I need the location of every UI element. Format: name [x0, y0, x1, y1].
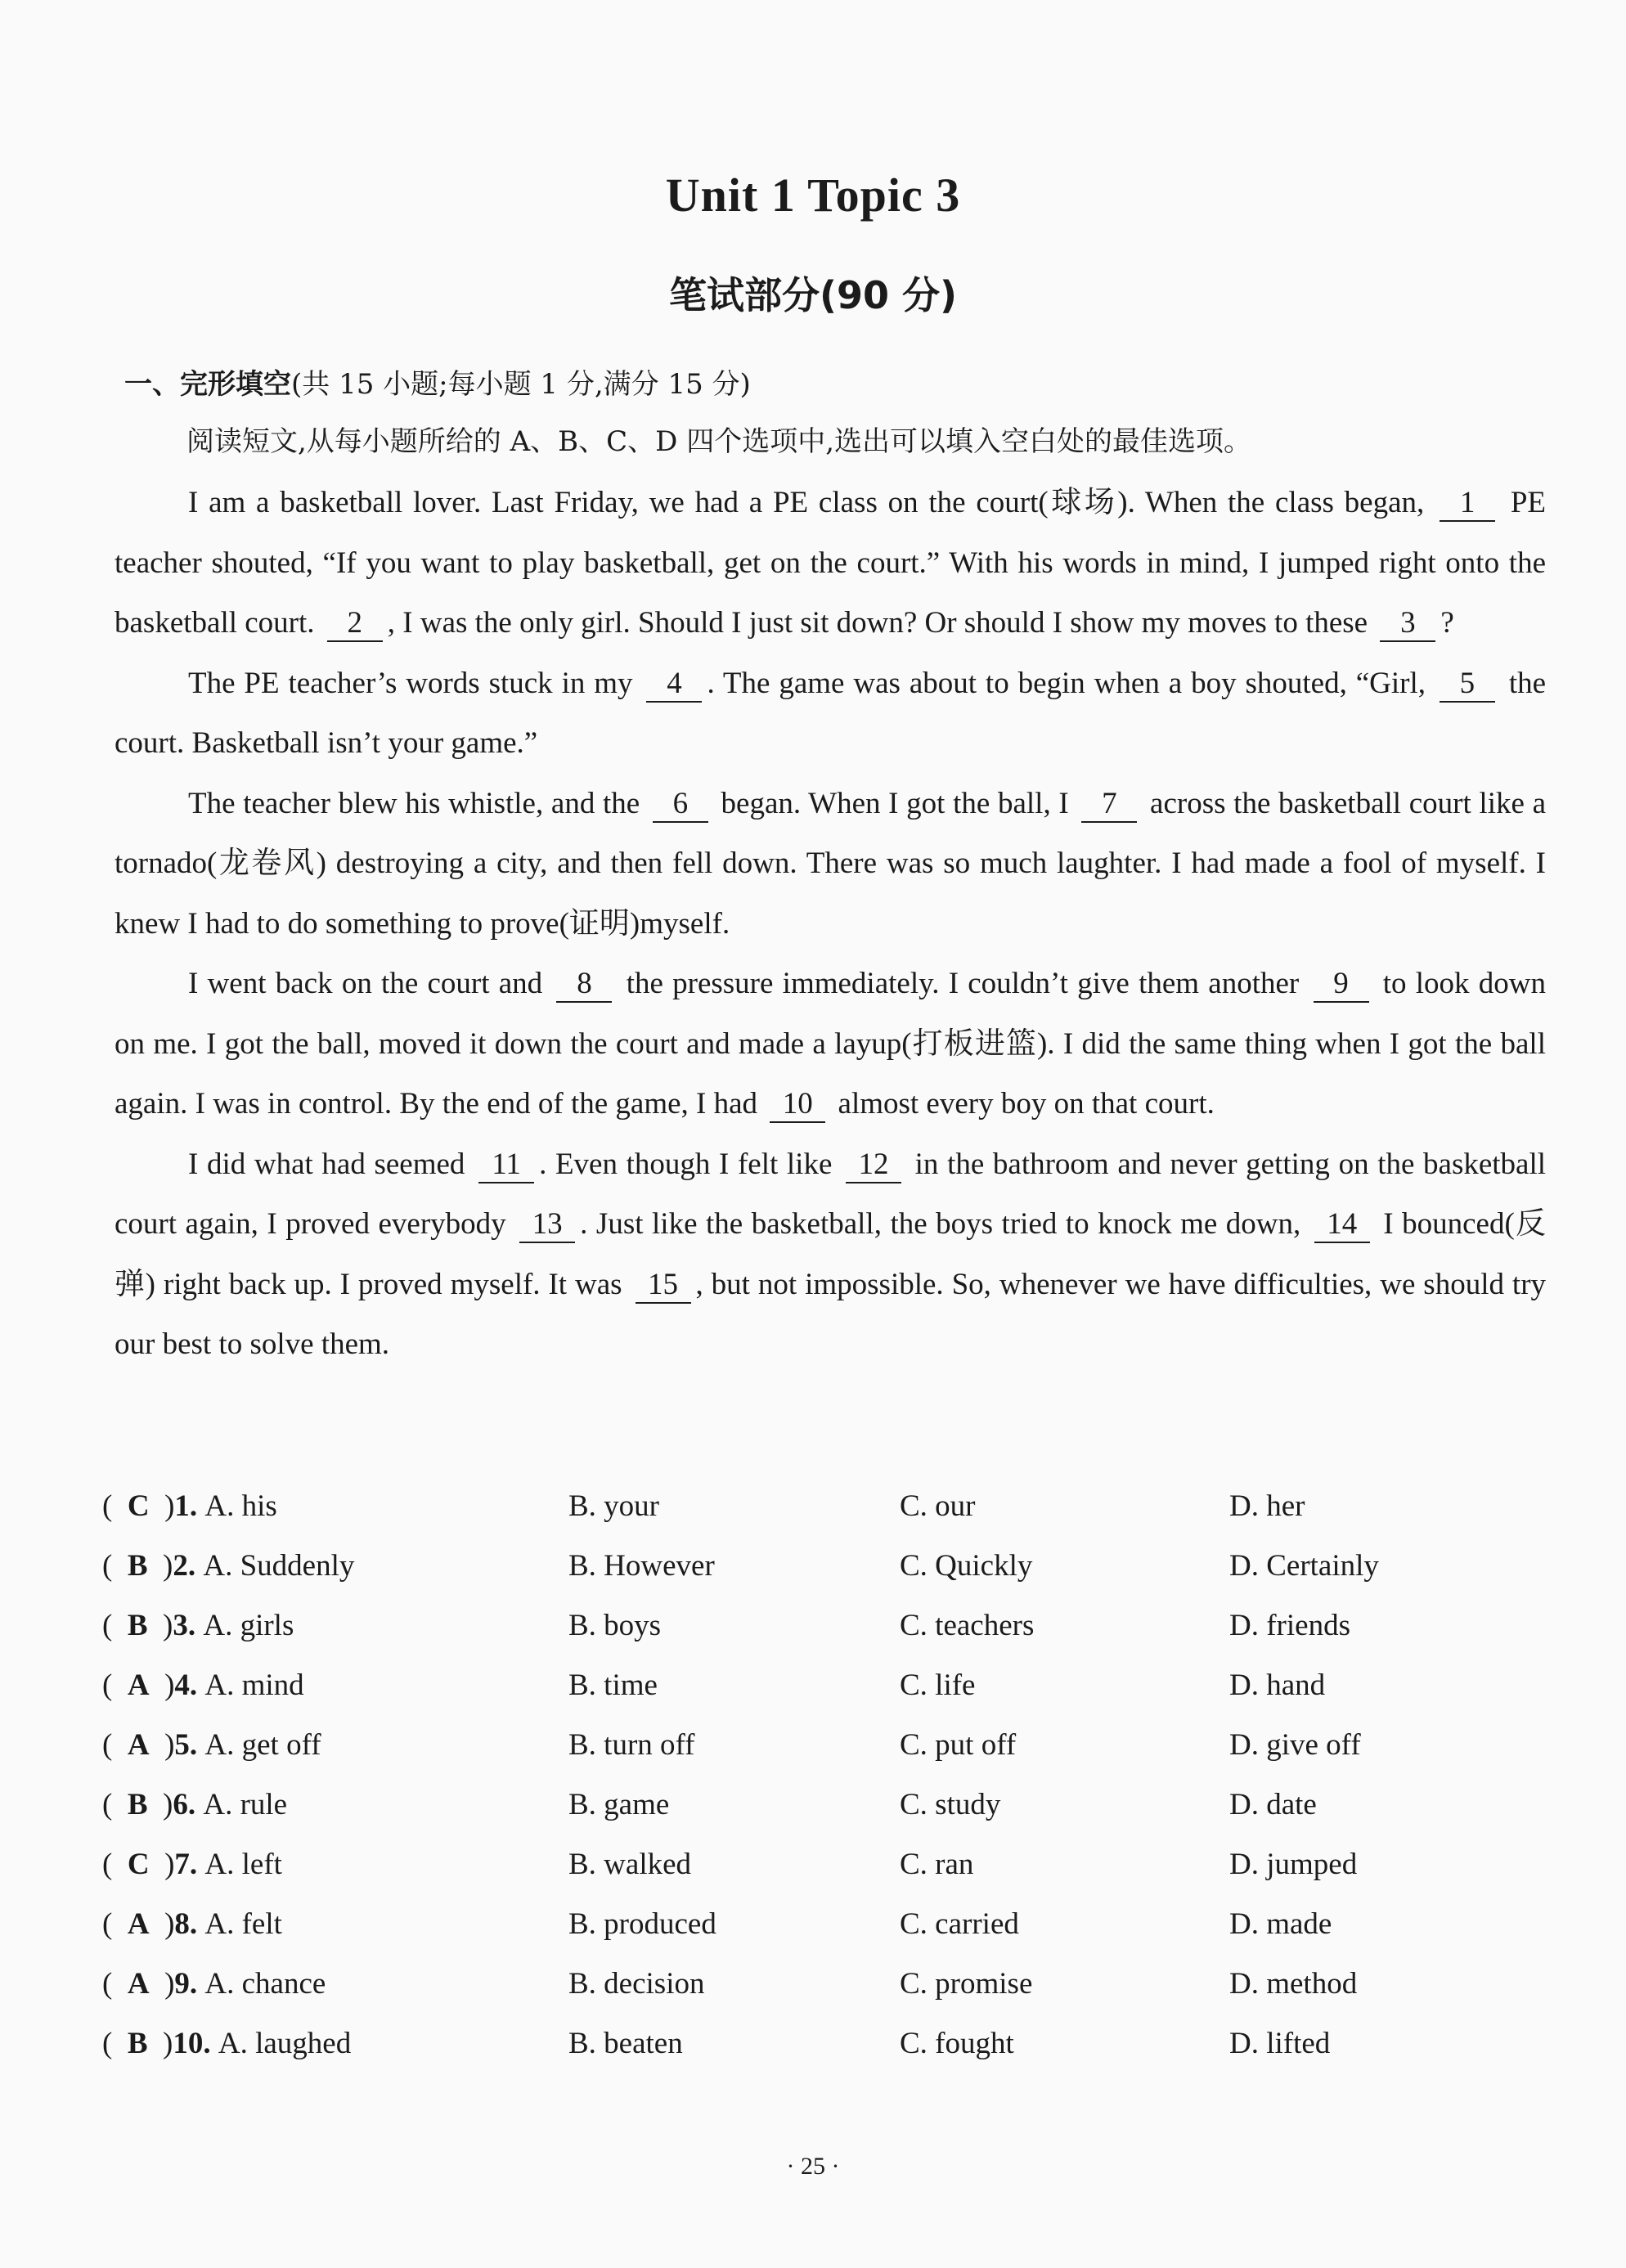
option-d: D. date [1229, 1788, 1317, 1821]
blank-5: 5 [1440, 667, 1495, 703]
passage-paragraph-5 [115, 1134, 1546, 1375]
answer-bracket: ( B )10. A. laughed [102, 2027, 352, 2060]
page-number: · 25 · [786, 2153, 840, 2180]
question-number: 10. [173, 2027, 211, 2060]
blank-6: 6 [653, 787, 708, 823]
passage-text: the pressure immediately. I couldn’t give them another [626, 967, 1300, 1000]
question-row [102, 1608, 1542, 1668]
blank-8: 8 [556, 967, 612, 1003]
passage-text: almost every boy on that court. [838, 1087, 1215, 1121]
answer-letter: B [127, 2027, 148, 2060]
passage-text: began. When I got the ball, I [721, 786, 1069, 820]
option-b: B. game [568, 1788, 670, 1821]
option-c: C. carried [900, 1907, 1019, 1941]
option-d: D. jumped [1229, 1848, 1358, 1881]
answer-bracket: ( B )3. A. girls [102, 1609, 294, 1642]
answer-bracket: ( C )1. A. his [102, 1489, 277, 1523]
question-number: 3. [173, 1609, 196, 1642]
option-b: B. produced [568, 1907, 716, 1941]
blank-4: 4 [646, 667, 702, 703]
answer-bracket: ( C )7. A. left [102, 1848, 282, 1881]
question-number: 8. [174, 1907, 198, 1941]
option-b: B. beaten [568, 2027, 683, 2060]
blank-14: 14 [1314, 1207, 1370, 1243]
option-d: D. method [1229, 1967, 1358, 2001]
option-d: D. friends [1229, 1609, 1350, 1642]
page-title: Unit 1 Topic 3 [665, 168, 961, 222]
question-number: 1. [174, 1489, 198, 1523]
option-d: D. lifted [1229, 2027, 1331, 2060]
page-subtitle: 笔试部分(90 分) [668, 273, 958, 317]
passage-text: . The game was about to begin when a boy shouted, “Girl, [707, 666, 1426, 700]
passage-text: I bounced(反弹) right back up. I proved myself. It was [115, 1207, 1547, 1301]
option-a: A. Suddenly [203, 1549, 355, 1583]
question-row [102, 1489, 1542, 1548]
option-d: D. Certainly [1229, 1549, 1379, 1583]
question-row [102, 1906, 1542, 1966]
blank-10: 10 [770, 1087, 825, 1123]
cloze-passage [115, 473, 1546, 1375]
passage-text: The PE teacher’s words stuck in my [188, 666, 633, 700]
passage-text: ? [1440, 606, 1454, 640]
option-d: D. give off [1229, 1728, 1361, 1762]
question-row [102, 1727, 1542, 1787]
answer-bracket: ( A )5. A. get off [102, 1728, 321, 1762]
answer-bracket: ( B )6. A. rule [102, 1788, 288, 1821]
passage-text: across the basketball court like a tornado(龙卷风) destroying a city, and then fell down. There was so much laughter. I had made a fool of myself. I knew I had to do something to prove(证明)myself. [115, 786, 1546, 941]
question-row [102, 1668, 1542, 1727]
section-heading [124, 362, 751, 402]
answer-letter: C [127, 1489, 150, 1523]
answer-bracket: ( A )8. A. felt [102, 1907, 282, 1941]
option-a: A. girls [203, 1609, 294, 1642]
option-d: D. hand [1229, 1668, 1326, 1702]
option-d: D. her [1229, 1489, 1305, 1523]
option-c: C. fought [900, 2027, 1014, 2060]
blank-15: 15 [636, 1268, 691, 1304]
question-number: 2. [173, 1549, 196, 1583]
question-number: 4. [174, 1668, 198, 1702]
option-a: A. mind [204, 1668, 304, 1702]
answer-letter: A [127, 1907, 150, 1941]
question-row [102, 2026, 1542, 2086]
passage-text: to look down on me. I got the ball, moved it down the court and made a layup(打板进篮). I did the same thing when I got the ball again. I was in control. By the end of the game, I had [115, 967, 1547, 1121]
option-b: B. walked [568, 1848, 692, 1881]
option-b: B. decision [568, 1967, 705, 2001]
question-row [102, 1847, 1542, 1906]
question-row [102, 1966, 1542, 2026]
blank-13: 13 [519, 1207, 575, 1243]
option-a: A. get off [204, 1728, 321, 1762]
question-options [102, 1489, 1542, 2086]
passage-text: , I was the only girl. Should I just sit down? Or should I show my moves to these [387, 606, 1368, 640]
answer-letter: A [127, 1967, 150, 2001]
option-b: B. However [568, 1549, 715, 1583]
option-a: A. chance [204, 1967, 326, 2001]
option-c: C. Quickly [900, 1549, 1033, 1583]
answer-letter: B [127, 1609, 148, 1642]
answer-letter: B [127, 1788, 148, 1821]
section-heading-title: 一、完形填空 [124, 368, 291, 401]
section-instruction: 阅读短文,从每小题所给的 A、B、C、D 四个选项中,选出可以填入空白处的最佳选项。 [186, 425, 1252, 458]
option-a: A. felt [204, 1907, 282, 1941]
option-b: B. your [568, 1489, 659, 1523]
passage-paragraph-4 [115, 954, 1546, 1134]
option-c: C. ran [900, 1848, 974, 1881]
option-c: C. study [900, 1788, 1001, 1821]
passage-text: I did what had seemed [188, 1147, 465, 1181]
answer-bracket: ( A )4. A. mind [102, 1668, 304, 1702]
answer-letter: B [127, 1549, 148, 1583]
section-heading-scoring: (共 15 小题;每小题 1 分,满分 15 分) [291, 368, 751, 401]
option-c: C. teachers [900, 1609, 1035, 1642]
passage-text: in the bathroom and never getting on the basketball court again, I proved everybody [115, 1147, 1547, 1241]
option-c: C. put off [900, 1728, 1017, 1762]
answer-letter: C [127, 1848, 150, 1881]
passage-text: PE teacher shouted, “If you want to play basketball, get on the court.” With his words in mind, I jumped right onto the basketball court. [115, 486, 1547, 640]
question-number: 6. [173, 1788, 196, 1821]
passage-paragraph-1 [115, 473, 1546, 653]
passage-text: . Even though I felt like [539, 1147, 833, 1181]
passage-text: The teacher blew his whistle, and the [188, 786, 640, 820]
answer-bracket: ( A )9. A. chance [102, 1967, 326, 2001]
question-row [102, 1787, 1542, 1847]
question-row [102, 1548, 1542, 1608]
blank-7: 7 [1081, 787, 1137, 823]
passage-text: , but not impossible. So, whenever we have difficulties, we should try our best to solve them. [115, 1267, 1547, 1361]
option-c: C. our [900, 1489, 976, 1523]
passage-text: I went back on the court and [188, 967, 543, 1000]
blank-1: 1 [1440, 486, 1495, 522]
passage-paragraph-2 [115, 653, 1546, 774]
blank-2: 2 [327, 606, 383, 642]
blank-12: 12 [846, 1147, 901, 1183]
question-number: 5. [174, 1728, 198, 1762]
question-number: 9. [174, 1967, 198, 2001]
option-d: D. made [1229, 1907, 1332, 1941]
question-number: 7. [174, 1848, 198, 1881]
answer-letter: A [127, 1728, 150, 1762]
option-a: A. left [204, 1848, 282, 1881]
passage-paragraph-3 [115, 774, 1546, 954]
blank-9: 9 [1314, 967, 1369, 1003]
option-a: A. his [204, 1489, 277, 1523]
passage-text: . Just like the basketball, the boys tried to knock me down, [580, 1207, 1301, 1241]
option-c: C. life [900, 1668, 976, 1702]
option-a: A. rule [203, 1788, 288, 1821]
blank-3: 3 [1380, 606, 1435, 642]
answer-letter: A [127, 1668, 150, 1702]
option-b: B. turn off [568, 1728, 695, 1762]
option-c: C. promise [900, 1967, 1033, 2001]
option-b: B. boys [568, 1609, 662, 1642]
passage-text: the court. Basketball isn’t your game.” [115, 666, 1547, 760]
option-b: B. time [568, 1668, 658, 1702]
option-a: A. laughed [218, 2027, 352, 2060]
blank-11: 11 [478, 1147, 534, 1183]
passage-text: I am a basketball lover. Last Friday, we had a PE class on the court(球场). When the class began, [188, 486, 1425, 519]
answer-bracket: ( B )2. A. Suddenly [102, 1549, 355, 1583]
